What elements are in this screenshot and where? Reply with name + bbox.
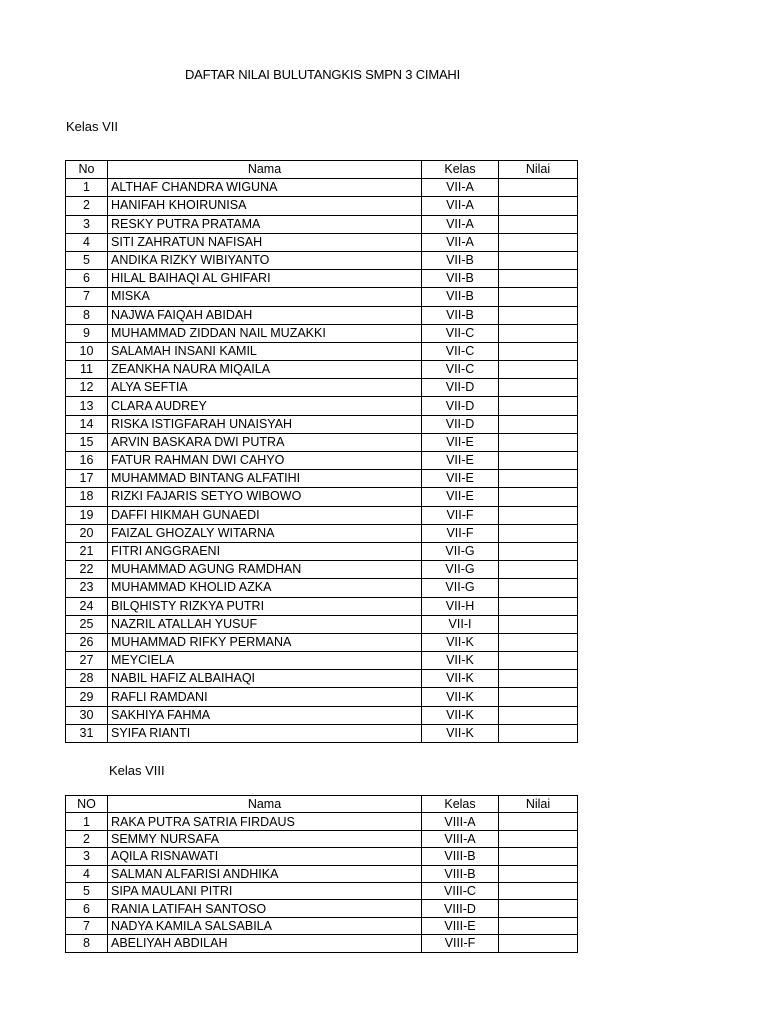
cell-kelas: VII-G	[422, 579, 499, 597]
cell-no: 15	[66, 433, 108, 451]
header-no: NO	[66, 796, 108, 813]
table-row	[66, 813, 578, 830]
cell-kelas: VII-B	[422, 288, 499, 306]
cell-kelas: VII-E	[422, 488, 499, 506]
cell-nama: ALYA SEFTIA	[108, 379, 422, 397]
cell-nama: AQILA RISNAWATI	[108, 848, 422, 865]
cell-kelas: VII-K	[422, 688, 499, 706]
cell-nilai	[499, 470, 578, 488]
cell-no: 28	[66, 670, 108, 688]
cell-nilai	[499, 830, 578, 847]
table-row	[66, 452, 578, 470]
cell-nilai	[499, 270, 578, 288]
cell-nama: DAFFI HIKMAH GUNAEDI	[108, 506, 422, 524]
cell-kelas: VII-C	[422, 324, 499, 342]
cell-no: 24	[66, 597, 108, 615]
cell-nilai	[499, 197, 578, 215]
cell-nama: ABELIYAH ABDILAH	[108, 935, 422, 952]
cell-nama: SYIFA RIANTI	[108, 724, 422, 742]
cell-nama: MUHAMMAD AGUNG RAMDHAN	[108, 561, 422, 579]
cell-nama: MUHAMMAD BINTANG ALFATIHI	[108, 470, 422, 488]
table-row	[66, 397, 578, 415]
table-row	[66, 470, 578, 488]
cell-no: 23	[66, 579, 108, 597]
table-row	[66, 506, 578, 524]
cell-nama: SALAMAH INSANI KAMIL	[108, 342, 422, 360]
cell-nilai	[499, 935, 578, 952]
cell-nilai	[499, 397, 578, 415]
table-row	[66, 288, 578, 306]
cell-nilai	[499, 724, 578, 742]
cell-kelas: VII-A	[422, 215, 499, 233]
table-row	[66, 433, 578, 451]
cell-kelas: VIII-A	[422, 813, 499, 830]
cell-nama: SITI ZAHRATUN NAFISAH	[108, 233, 422, 251]
cell-nama: MUHAMMAD KHOLID AZKA	[108, 579, 422, 597]
cell-kelas: VII-D	[422, 415, 499, 433]
cell-kelas: VII-F	[422, 524, 499, 542]
cell-no: 5	[66, 882, 108, 899]
table-row	[66, 706, 578, 724]
cell-nilai	[499, 433, 578, 451]
cell-no: 29	[66, 688, 108, 706]
table-row	[66, 865, 578, 882]
cell-no: 3	[66, 848, 108, 865]
cell-kelas: VIII-B	[422, 848, 499, 865]
cell-kelas: VII-D	[422, 379, 499, 397]
table-row	[66, 324, 578, 342]
cell-no: 6	[66, 900, 108, 917]
table-row	[66, 524, 578, 542]
cell-nilai	[499, 324, 578, 342]
cell-nilai	[499, 506, 578, 524]
table-row	[66, 488, 578, 506]
cell-nama: ALTHAF CHANDRA WIGUNA	[108, 179, 422, 197]
cell-kelas: VII-G	[422, 561, 499, 579]
cell-nilai	[499, 882, 578, 899]
header-nama: Nama	[108, 796, 422, 813]
cell-no: 1	[66, 179, 108, 197]
cell-nama: SAKHIYA FAHMA	[108, 706, 422, 724]
cell-nilai	[499, 288, 578, 306]
table-row	[66, 724, 578, 742]
cell-no: 20	[66, 524, 108, 542]
cell-nama: FITRI ANGGRAENI	[108, 542, 422, 560]
cell-no: 10	[66, 342, 108, 360]
cell-nama: SIPA MAULANI PITRI	[108, 882, 422, 899]
cell-kelas: VII-A	[422, 179, 499, 197]
document-title: DAFTAR NILAI BULUTANGKIS SMPN 3 CIMAHI	[184, 67, 461, 82]
table-row	[66, 542, 578, 560]
header-kelas: Kelas	[422, 796, 499, 813]
cell-nama: SEMMY NURSAFA	[108, 830, 422, 847]
cell-no: 16	[66, 452, 108, 470]
cell-nama: FAIZAL GHOZALY WITARNA	[108, 524, 422, 542]
section-label-kelas-vii: Kelas VII	[66, 119, 119, 134]
cell-nilai	[499, 652, 578, 670]
cell-no: 4	[66, 233, 108, 251]
cell-kelas: VII-C	[422, 361, 499, 379]
cell-nama: HANIFAH KHOIRUNISA	[108, 197, 422, 215]
cell-no: 21	[66, 542, 108, 560]
cell-nama: MUHAMMAD RIFKY PERMANA	[108, 633, 422, 651]
table-row	[66, 579, 578, 597]
cell-nilai	[499, 452, 578, 470]
cell-kelas: VII-F	[422, 506, 499, 524]
cell-nama: RISKA ISTIGFARAH UNAISYAH	[108, 415, 422, 433]
cell-nilai	[499, 361, 578, 379]
cell-nama: BILQHISTY RIZKYA PUTRI	[108, 597, 422, 615]
cell-nilai	[499, 215, 578, 233]
cell-no: 25	[66, 615, 108, 633]
cell-nama: RANIA LATIFAH SANTOSO	[108, 900, 422, 917]
table-row	[66, 670, 578, 688]
cell-no: 13	[66, 397, 108, 415]
cell-nama: SALMAN ALFARISI ANDHIKA	[108, 865, 422, 882]
cell-no: 30	[66, 706, 108, 724]
table-row	[66, 215, 578, 233]
cell-kelas: VII-D	[422, 397, 499, 415]
cell-nilai	[499, 633, 578, 651]
table-row	[66, 688, 578, 706]
cell-nama: CLARA AUDREY	[108, 397, 422, 415]
cell-nilai	[499, 561, 578, 579]
cell-no: 6	[66, 270, 108, 288]
table-row	[66, 917, 578, 934]
table-row	[66, 342, 578, 360]
cell-no: 2	[66, 197, 108, 215]
cell-no: 31	[66, 724, 108, 742]
cell-nilai	[499, 179, 578, 197]
cell-kelas: VIII-C	[422, 882, 499, 899]
cell-kelas: VII-B	[422, 306, 499, 324]
cell-nilai	[499, 848, 578, 865]
cell-nama: ANDIKA RIZKY WIBIYANTO	[108, 251, 422, 269]
cell-nilai	[499, 524, 578, 542]
cell-nilai	[499, 597, 578, 615]
table-row	[66, 615, 578, 633]
cell-no: 3	[66, 215, 108, 233]
cell-no: 2	[66, 830, 108, 847]
cell-nilai	[499, 342, 578, 360]
cell-no: 14	[66, 415, 108, 433]
cell-nama: ARVIN BASKARA DWI PUTRA	[108, 433, 422, 451]
cell-nilai	[499, 900, 578, 917]
cell-kelas: VII-B	[422, 251, 499, 269]
cell-no: 4	[66, 865, 108, 882]
header-kelas: Kelas	[422, 161, 499, 179]
table-row	[66, 633, 578, 651]
cell-kelas: VII-E	[422, 470, 499, 488]
cell-kelas: VII-A	[422, 233, 499, 251]
cell-nilai	[499, 917, 578, 934]
table-row	[66, 561, 578, 579]
cell-nilai	[499, 706, 578, 724]
table-row	[66, 361, 578, 379]
table-row	[66, 306, 578, 324]
cell-nilai	[499, 615, 578, 633]
cell-nama: NADYA KAMILA SALSABILA	[108, 917, 422, 934]
cell-nilai	[499, 688, 578, 706]
header-nilai: Nilai	[499, 796, 578, 813]
cell-nama: NAZRIL ATALLAH YUSUF	[108, 615, 422, 633]
cell-kelas: VII-E	[422, 452, 499, 470]
section-label-kelas-viii: Kelas VIII	[109, 763, 165, 778]
cell-kelas: VII-K	[422, 724, 499, 742]
cell-nilai	[499, 670, 578, 688]
cell-no: 11	[66, 361, 108, 379]
table-row	[66, 900, 578, 917]
cell-nilai	[499, 306, 578, 324]
cell-kelas: VII-B	[422, 270, 499, 288]
cell-kelas: VII-K	[422, 633, 499, 651]
table-row	[66, 270, 578, 288]
table-row	[66, 233, 578, 251]
cell-nama: NAJWA FAIQAH ABIDAH	[108, 306, 422, 324]
header-nilai: Nilai	[499, 161, 578, 179]
cell-no: 1	[66, 813, 108, 830]
table-row	[66, 830, 578, 847]
cell-no: 17	[66, 470, 108, 488]
cell-kelas: VII-K	[422, 706, 499, 724]
cell-kelas: VII-K	[422, 670, 499, 688]
grade-table-kelas-vii	[65, 160, 578, 743]
table-row	[66, 379, 578, 397]
table-row	[66, 652, 578, 670]
cell-nilai	[499, 865, 578, 882]
cell-nilai	[499, 813, 578, 830]
cell-nama: RIZKI FAJARIS SETYO WIBOWO	[108, 488, 422, 506]
cell-no: 8	[66, 306, 108, 324]
cell-no: 19	[66, 506, 108, 524]
cell-kelas: VIII-A	[422, 830, 499, 847]
cell-nama: HILAL BAIHAQI AL GHIFARI	[108, 270, 422, 288]
cell-nama: FATUR RAHMAN DWI CAHYO	[108, 452, 422, 470]
cell-nama: RESKY PUTRA PRATAMA	[108, 215, 422, 233]
cell-nama: ZEANKHA NAURA MIQAILA	[108, 361, 422, 379]
cell-no: 8	[66, 935, 108, 952]
table-row	[66, 415, 578, 433]
cell-nilai	[499, 233, 578, 251]
cell-kelas: VII-K	[422, 652, 499, 670]
cell-no: 27	[66, 652, 108, 670]
table-row	[66, 882, 578, 899]
table-row	[66, 197, 578, 215]
table-header-row	[66, 796, 578, 813]
cell-kelas: VII-G	[422, 542, 499, 560]
cell-nama: RAFLI RAMDANI	[108, 688, 422, 706]
cell-nama: RAKA PUTRA SATRIA FIRDAUS	[108, 813, 422, 830]
header-nama: Nama	[108, 161, 422, 179]
cell-no: 12	[66, 379, 108, 397]
table-row	[66, 848, 578, 865]
cell-no: 5	[66, 251, 108, 269]
cell-nama: MISKA	[108, 288, 422, 306]
cell-nilai	[499, 579, 578, 597]
cell-kelas: VIII-B	[422, 865, 499, 882]
cell-no: 9	[66, 324, 108, 342]
table-row	[66, 251, 578, 269]
cell-nilai	[499, 542, 578, 560]
cell-kelas: VIII-F	[422, 935, 499, 952]
cell-kelas: VII-I	[422, 615, 499, 633]
table-row	[66, 179, 578, 197]
table-row	[66, 935, 578, 952]
cell-kelas: VII-C	[422, 342, 499, 360]
cell-nilai	[499, 379, 578, 397]
cell-no: 18	[66, 488, 108, 506]
header-no: No	[66, 161, 108, 179]
cell-kelas: VIII-E	[422, 917, 499, 934]
cell-kelas: VIII-D	[422, 900, 499, 917]
table-row	[66, 597, 578, 615]
cell-nilai	[499, 488, 578, 506]
table-header-row	[66, 161, 578, 179]
cell-nama: MEYCIELA	[108, 652, 422, 670]
cell-no: 22	[66, 561, 108, 579]
cell-no: 7	[66, 917, 108, 934]
cell-no: 26	[66, 633, 108, 651]
cell-nama: MUHAMMAD ZIDDAN NAIL MUZAKKI	[108, 324, 422, 342]
grade-table-kelas-viii	[65, 795, 578, 953]
cell-kelas: VII-E	[422, 433, 499, 451]
cell-kelas: VII-A	[422, 197, 499, 215]
cell-nama: NABIL HAFIZ ALBAIHAQI	[108, 670, 422, 688]
cell-nilai	[499, 251, 578, 269]
cell-nilai	[499, 415, 578, 433]
cell-kelas: VII-H	[422, 597, 499, 615]
cell-no: 7	[66, 288, 108, 306]
